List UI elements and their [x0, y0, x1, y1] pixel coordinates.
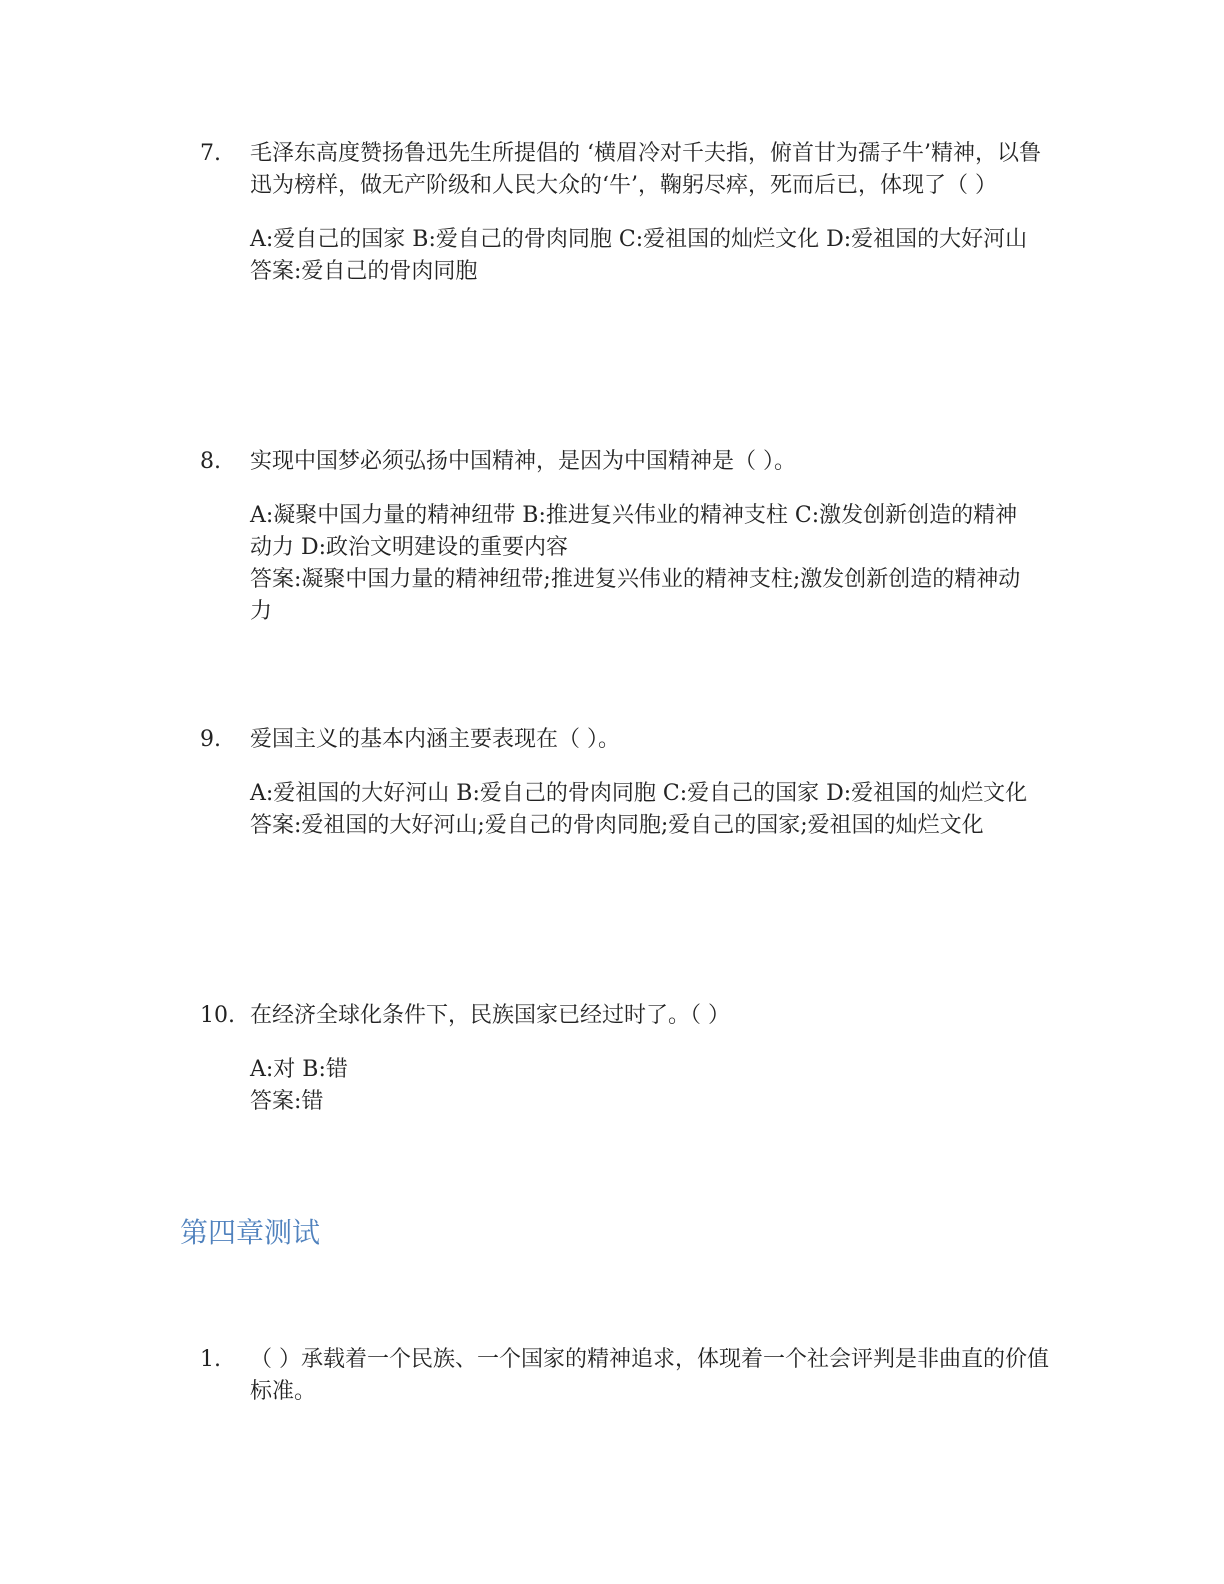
question-text: 在经济全球化条件下，民族国家已经过时了。（ ） — [250, 1003, 730, 1028]
question-answer: 答案:错 — [250, 1089, 324, 1114]
question-number: 8. — [200, 449, 221, 474]
question-number: 10. — [200, 1003, 235, 1028]
section-heading: 第四章测试 — [180, 1216, 321, 1249]
question-options: A:爱自己的国家 B:爱自己的骨肉同胞 C:爱祖国的灿烂文化 D:爱祖国的大好河山 — [250, 227, 1028, 252]
question-options: A:对 B:错 — [250, 1057, 348, 1082]
question-1 — [200, 1344, 1060, 1408]
question-options: A:爱祖国的大好河山 B:爱自己的骨肉同胞 C:爱自己的国家 D:爱祖国的灿烂文化 — [250, 781, 1028, 806]
question-answer: 答案:爱自己的骨肉同胞 — [250, 259, 478, 284]
question-answer: 答案:爱祖国的大好河山;爱自己的骨肉同胞;爱自己的国家;爱祖国的灿烂文化 — [250, 813, 984, 838]
question-options: A:凝聚中国力量的精神纽带 B:推进复兴伟业的精神支柱 C:激发创新创造的精神动力 D:政治文明建设的重要内容 — [250, 503, 1018, 560]
question-text: 毛泽东高度赞扬鲁迅先生所提倡的 ‘横眉冷对千夫指，俯首甘为孺子牛’精神，以鲁迅为榜样，做无产阶级和人民大众的‘牛’，鞠躬尽瘁，死而后已，体现了（ ） — [250, 141, 1041, 198]
question-number: 9. — [200, 727, 221, 752]
question-number: 7. — [200, 141, 221, 166]
question-7 — [200, 138, 1060, 288]
question-8 — [200, 446, 1060, 628]
question-10 — [200, 1000, 1060, 1118]
question-text: （ ）承载着一个民族、一个国家的精神追求，体现着一个社会评判是非曲直的价值标准。 — [250, 1347, 1049, 1404]
question-text: 实现中国梦必须弘扬中国精神，是因为中国精神是（ ）。 — [250, 449, 796, 474]
question-number: 1. — [200, 1347, 221, 1372]
question-answer: 答案:凝聚中国力量的精神纽带;推进复兴伟业的精神支柱;激发创新创造的精神动力 — [250, 567, 1021, 624]
question-text: 爱国主义的基本内涵主要表现在（ ）。 — [250, 727, 620, 752]
question-9 — [200, 724, 1060, 842]
